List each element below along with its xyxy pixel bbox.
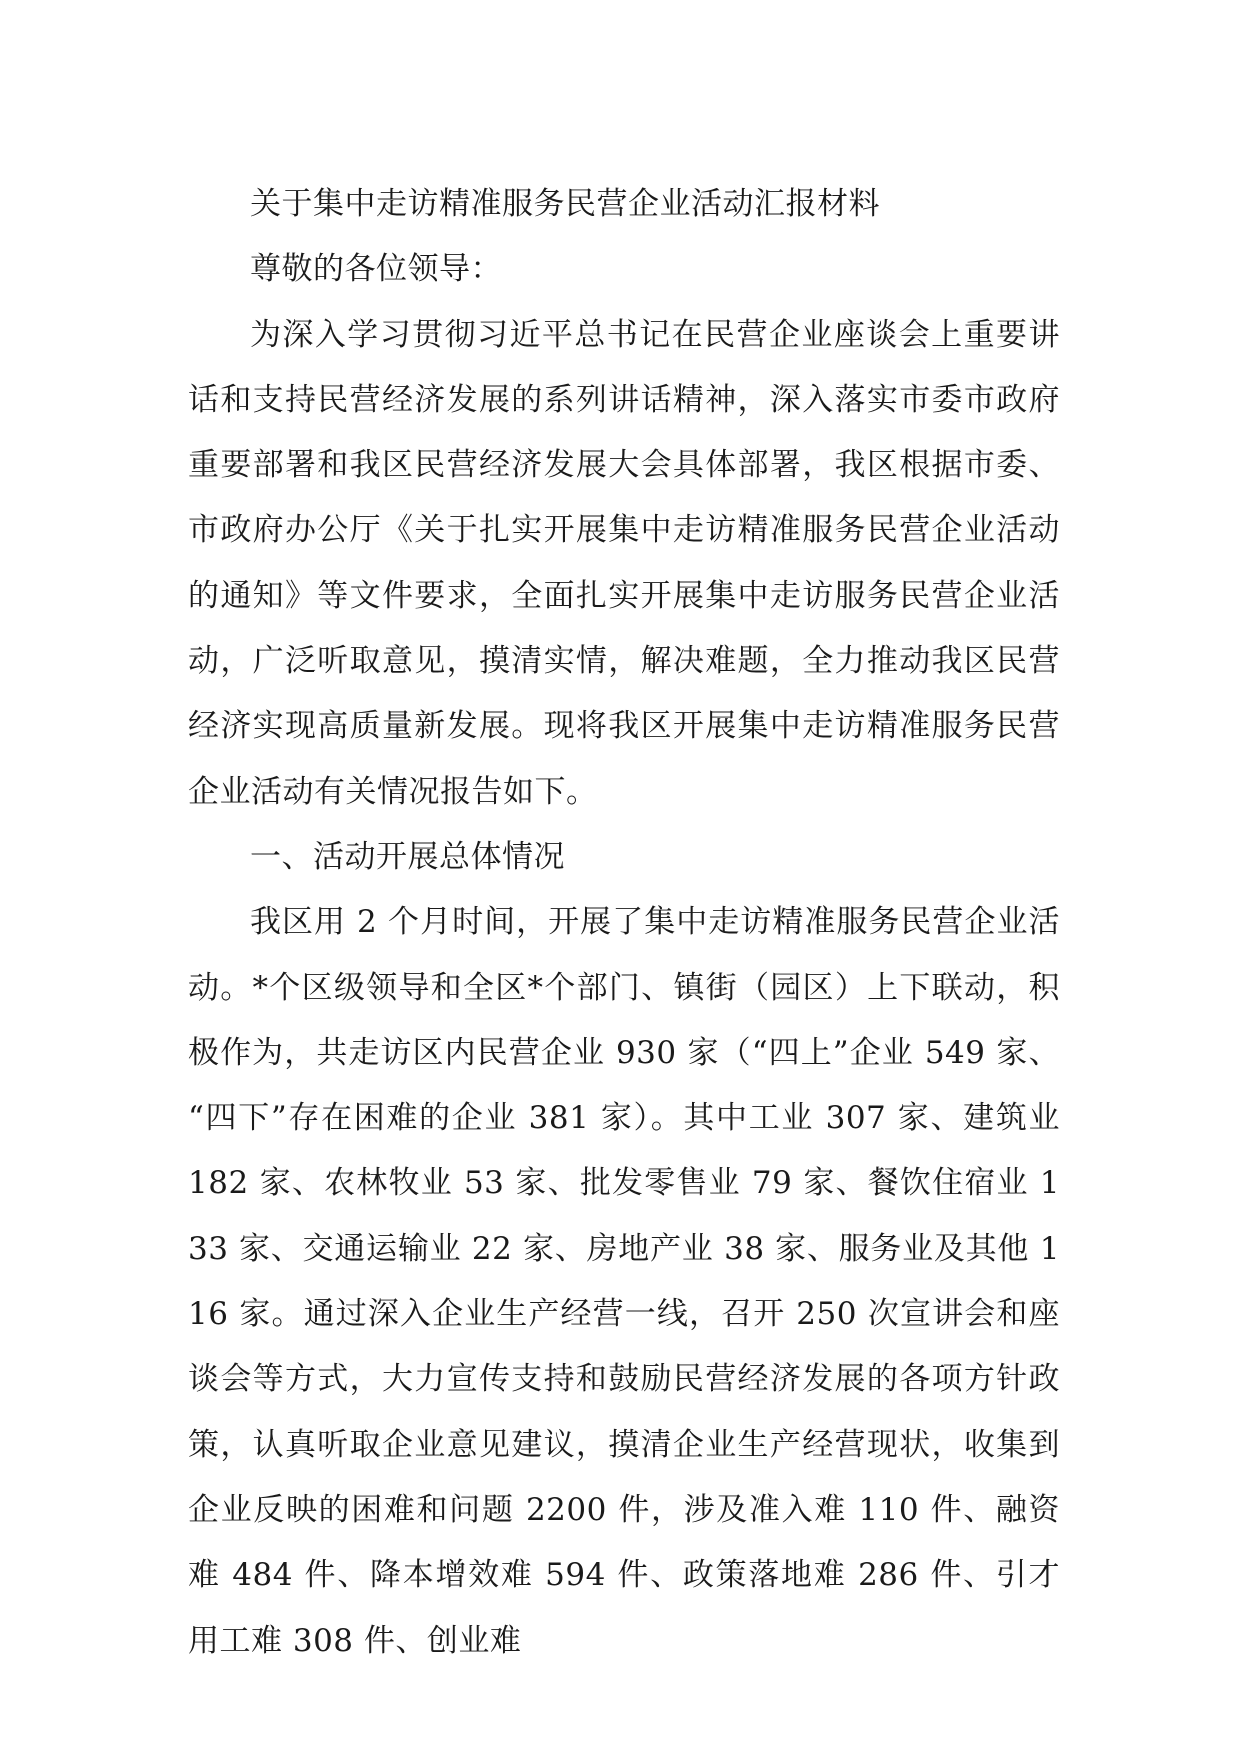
document-title: 关于集中走访精准服务民营企业活动汇报材料 [250,186,880,222]
section-heading-1: 一、活动开展总体情况 [250,838,565,875]
salutation: 尊敬的各位领导： [250,251,502,288]
document-body [188,172,1060,1674]
intro-paragraph: 为深入学习贯彻习近平总书记在民营企业座谈会上重要讲话和支持民营经济发展的系列讲话精神，深入落实市委市政府重要部署和我区民营经济发展大会具体部署，我区根据市委、市政府办公厅《关于扎实开展集中走访精准服务民营企业活动的通知》等文件要求，全面扎实开展集中走访服务民营企业活动，广泛听取意见，摸清实情，解决难题，全力推动我区民营经济实现高质量新发展。现将我区开展集中走访精准服务民营企业活动有关情况报告如下。 [188,316,1060,810]
section-1-paragraph: 我区用 2 个月时间，开展了集中走访精准服务民营企业活动。*个区级领导和全区*个部门、镇街（园区）上下联动，积极作为，共走访区内民营企业 930 家（“四上”企业 549 家、“四下”存在困难的企业 381 家）。其中工业 307 家、建筑业 182 家、农林牧业 53 家、批发零售业 79 家、餐饮住宿业 133 家、交通运输业 22 家、房地产业 38 家、服务业及其他 116 家。通过深入企业生产经营一线，召开 250 次宣讲会和座谈会等方式，大力宣传支持和鼓励民营经济发展的各项方针政策，认真听取企业意见建议，摸清企业生产经营现状，收集到企业反映的困难和问题 2200 件，涉及准入难 110 件、融资难 484 件、降本增效难 594 件、政策落地难 286 件、引才用工难 308 件、创业难 [188,904,1060,1659]
